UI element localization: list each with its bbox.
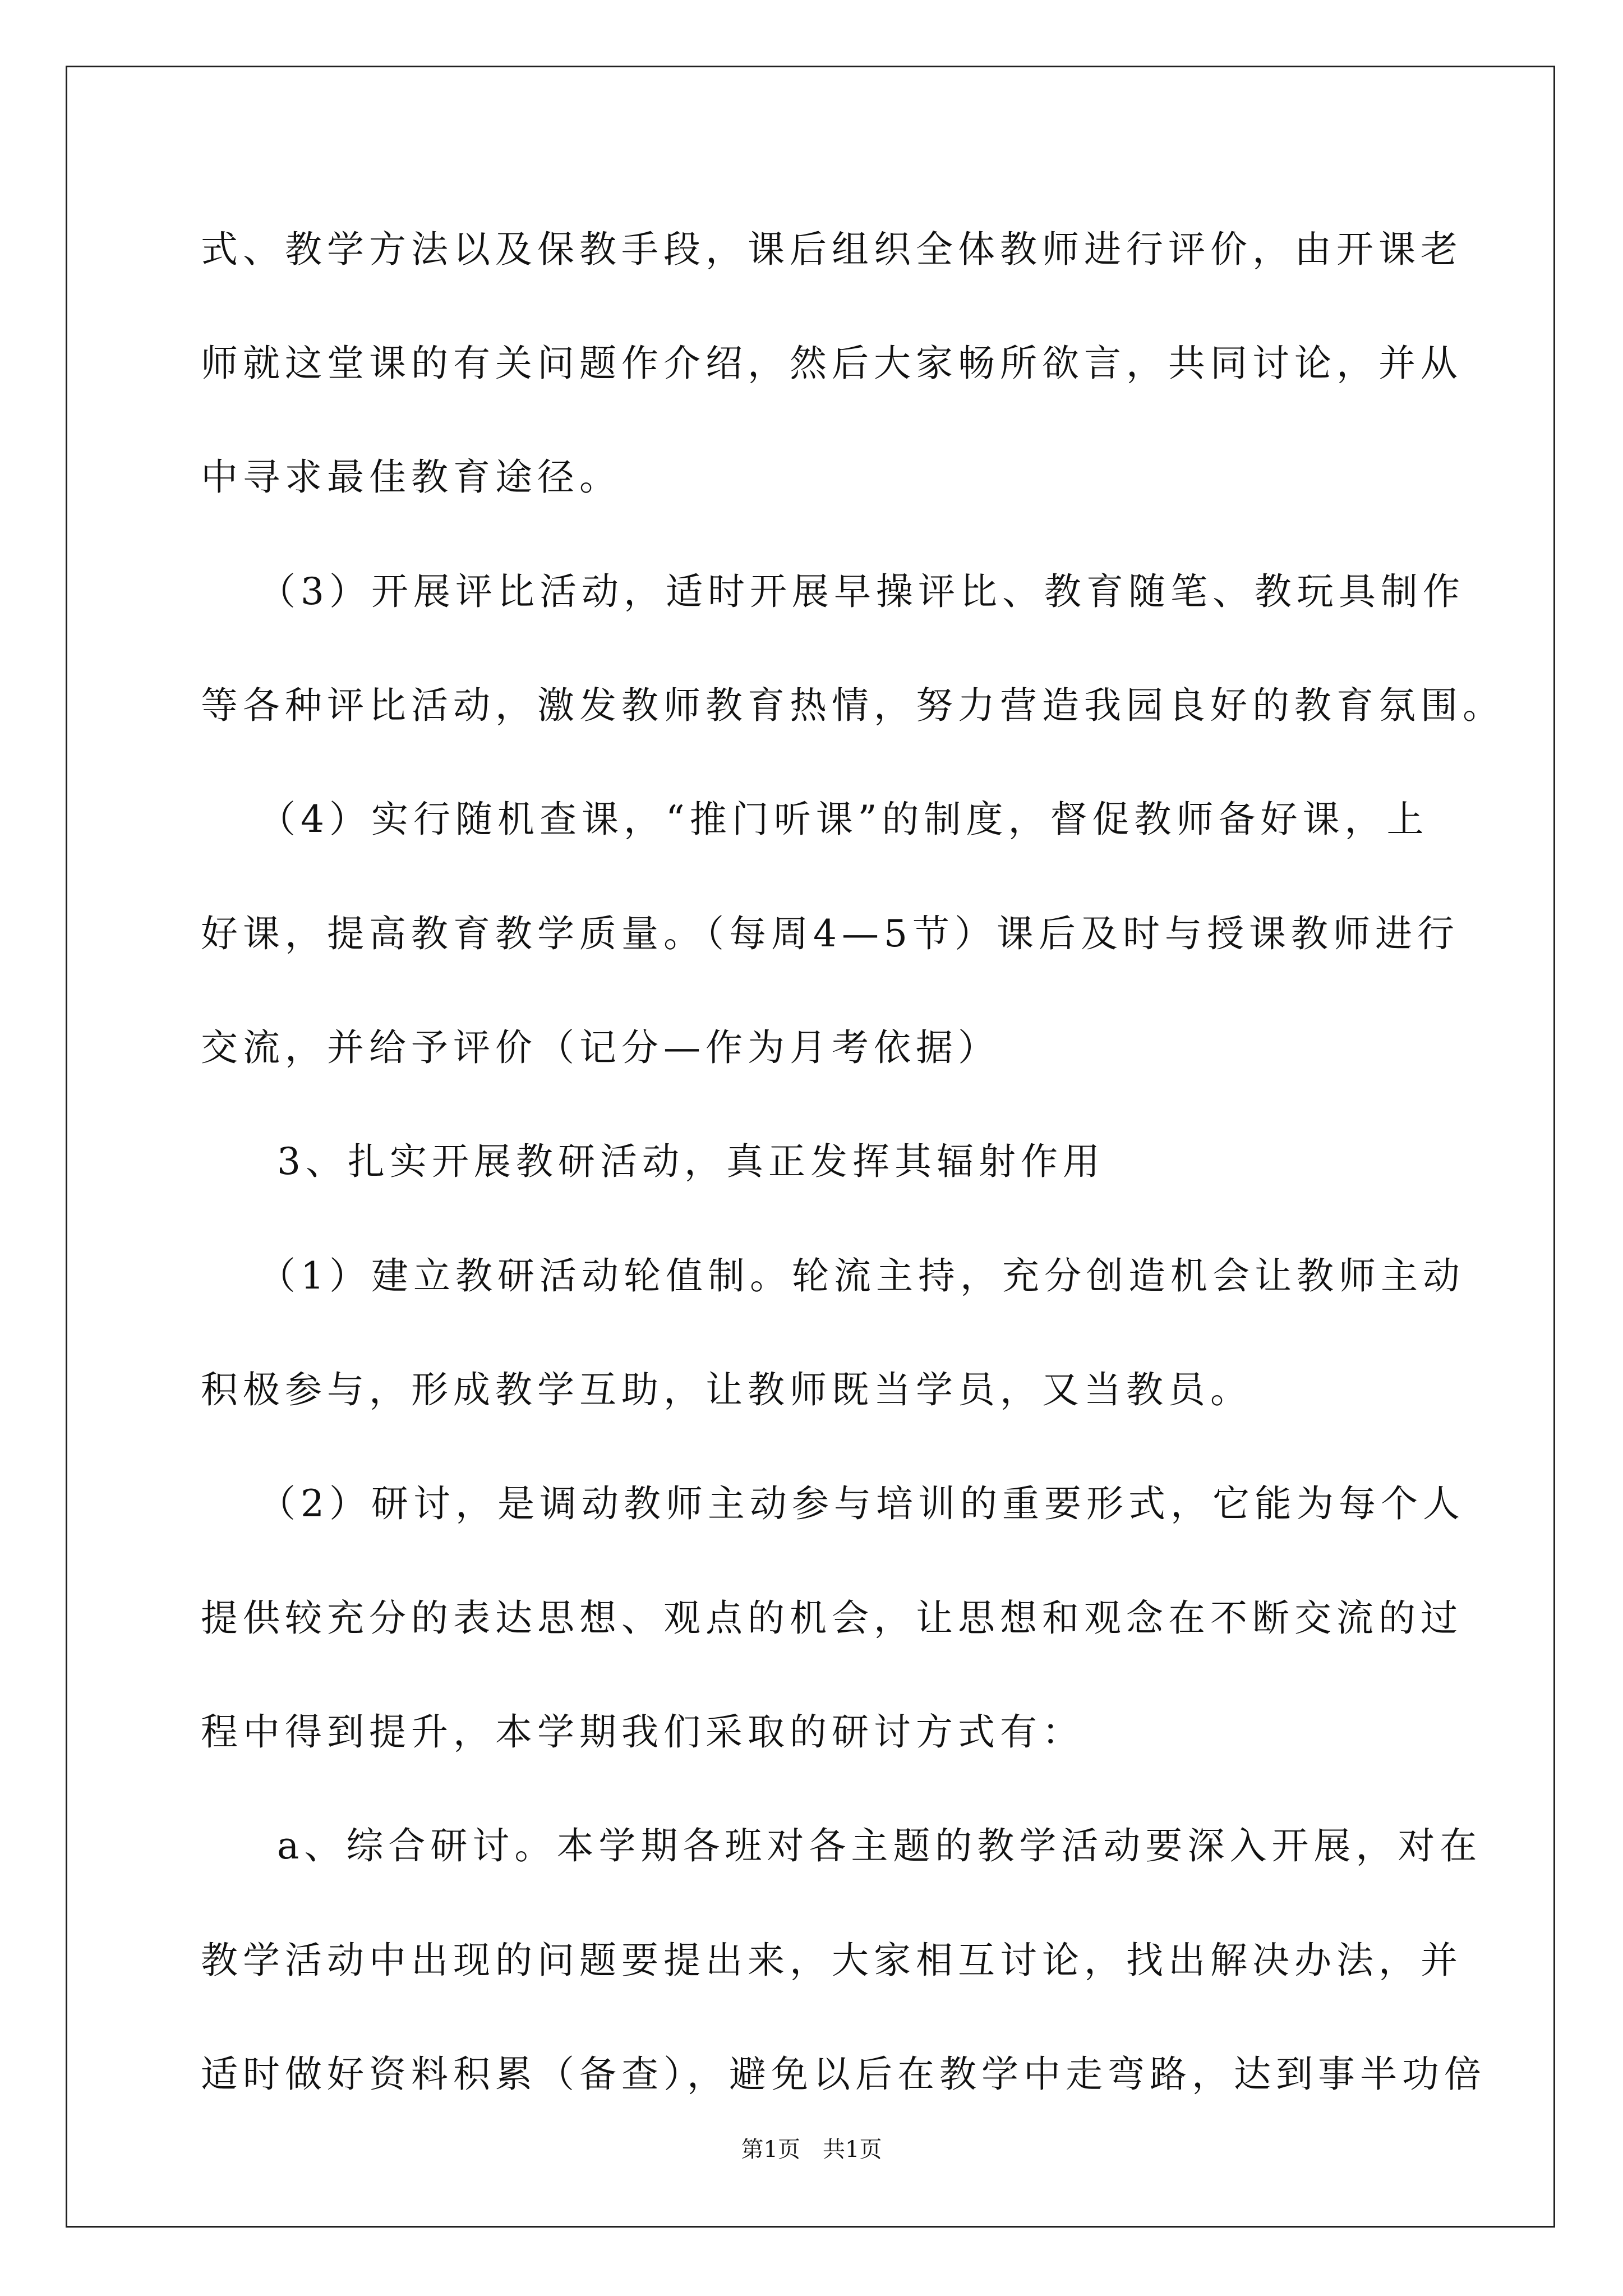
body-text-line: 程中得到提升，本学期我们采取的研讨方式有：	[201, 1710, 1084, 1754]
body-text-line: （3）开展评比活动，适时开展早操评比、教育随笔、教玩具制作	[259, 570, 1465, 613]
body-text-line: 提供较充分的表达思想、观点的机会，让思想和观念在不断交流的过	[201, 1596, 1463, 1640]
body-text-line: 教学活动中出现的问题要提出来，大家相互讨论，找出解决办法，并	[201, 1939, 1463, 1982]
page-number: 第1页 共1页	[741, 2137, 882, 2162]
body-text-line: （4）实行随机查课，“推门听课”的制度，督促教师备好课，上	[259, 798, 1429, 841]
body-text-line: 等各种评比活动，激发教师教育热情，努力营造我园良好的教育氛围。	[201, 684, 1505, 727]
body-text-line: （2）研讨，是调动教师主动参与培训的重要形式，它能为每个人	[259, 1482, 1465, 1525]
section-heading: 3、扎实开展教研活动，真正发挥其辐射作用	[277, 1140, 1105, 1183]
body-text-line: 式、教学方法以及保教手段，课后组织全体教师进行评价，由开课老	[201, 228, 1463, 271]
body-text-line: 交流，并给予评价（记分—作为月考依据）	[201, 1026, 1000, 1069]
body-text-line: 适时做好资料积累（备查），避免以后在教学中走弯路，达到事半功倍	[201, 2053, 1486, 2096]
body-text-line: 中寻求最佳教育途径。	[201, 455, 621, 499]
body-text-line: （1）建立教研活动轮值制。轮流主持，充分创造机会让教师主动	[259, 1254, 1465, 1297]
body-text-line: a、综合研讨。本学期各班对各主题的教学活动要深入开展，对在	[277, 1824, 1482, 1867]
body-text-line: 积极参与，形成教学互助，让教师既当学员，又当教员。	[201, 1368, 1252, 1411]
body-text-line: 好课，提高教育教学质量。（每周4—5节）课后及时与授课教师进行	[201, 912, 1459, 955]
body-text-line: 师就这堂课的有关问题作介绍，然后大家畅所欲言，共同讨论，并从	[201, 342, 1463, 385]
